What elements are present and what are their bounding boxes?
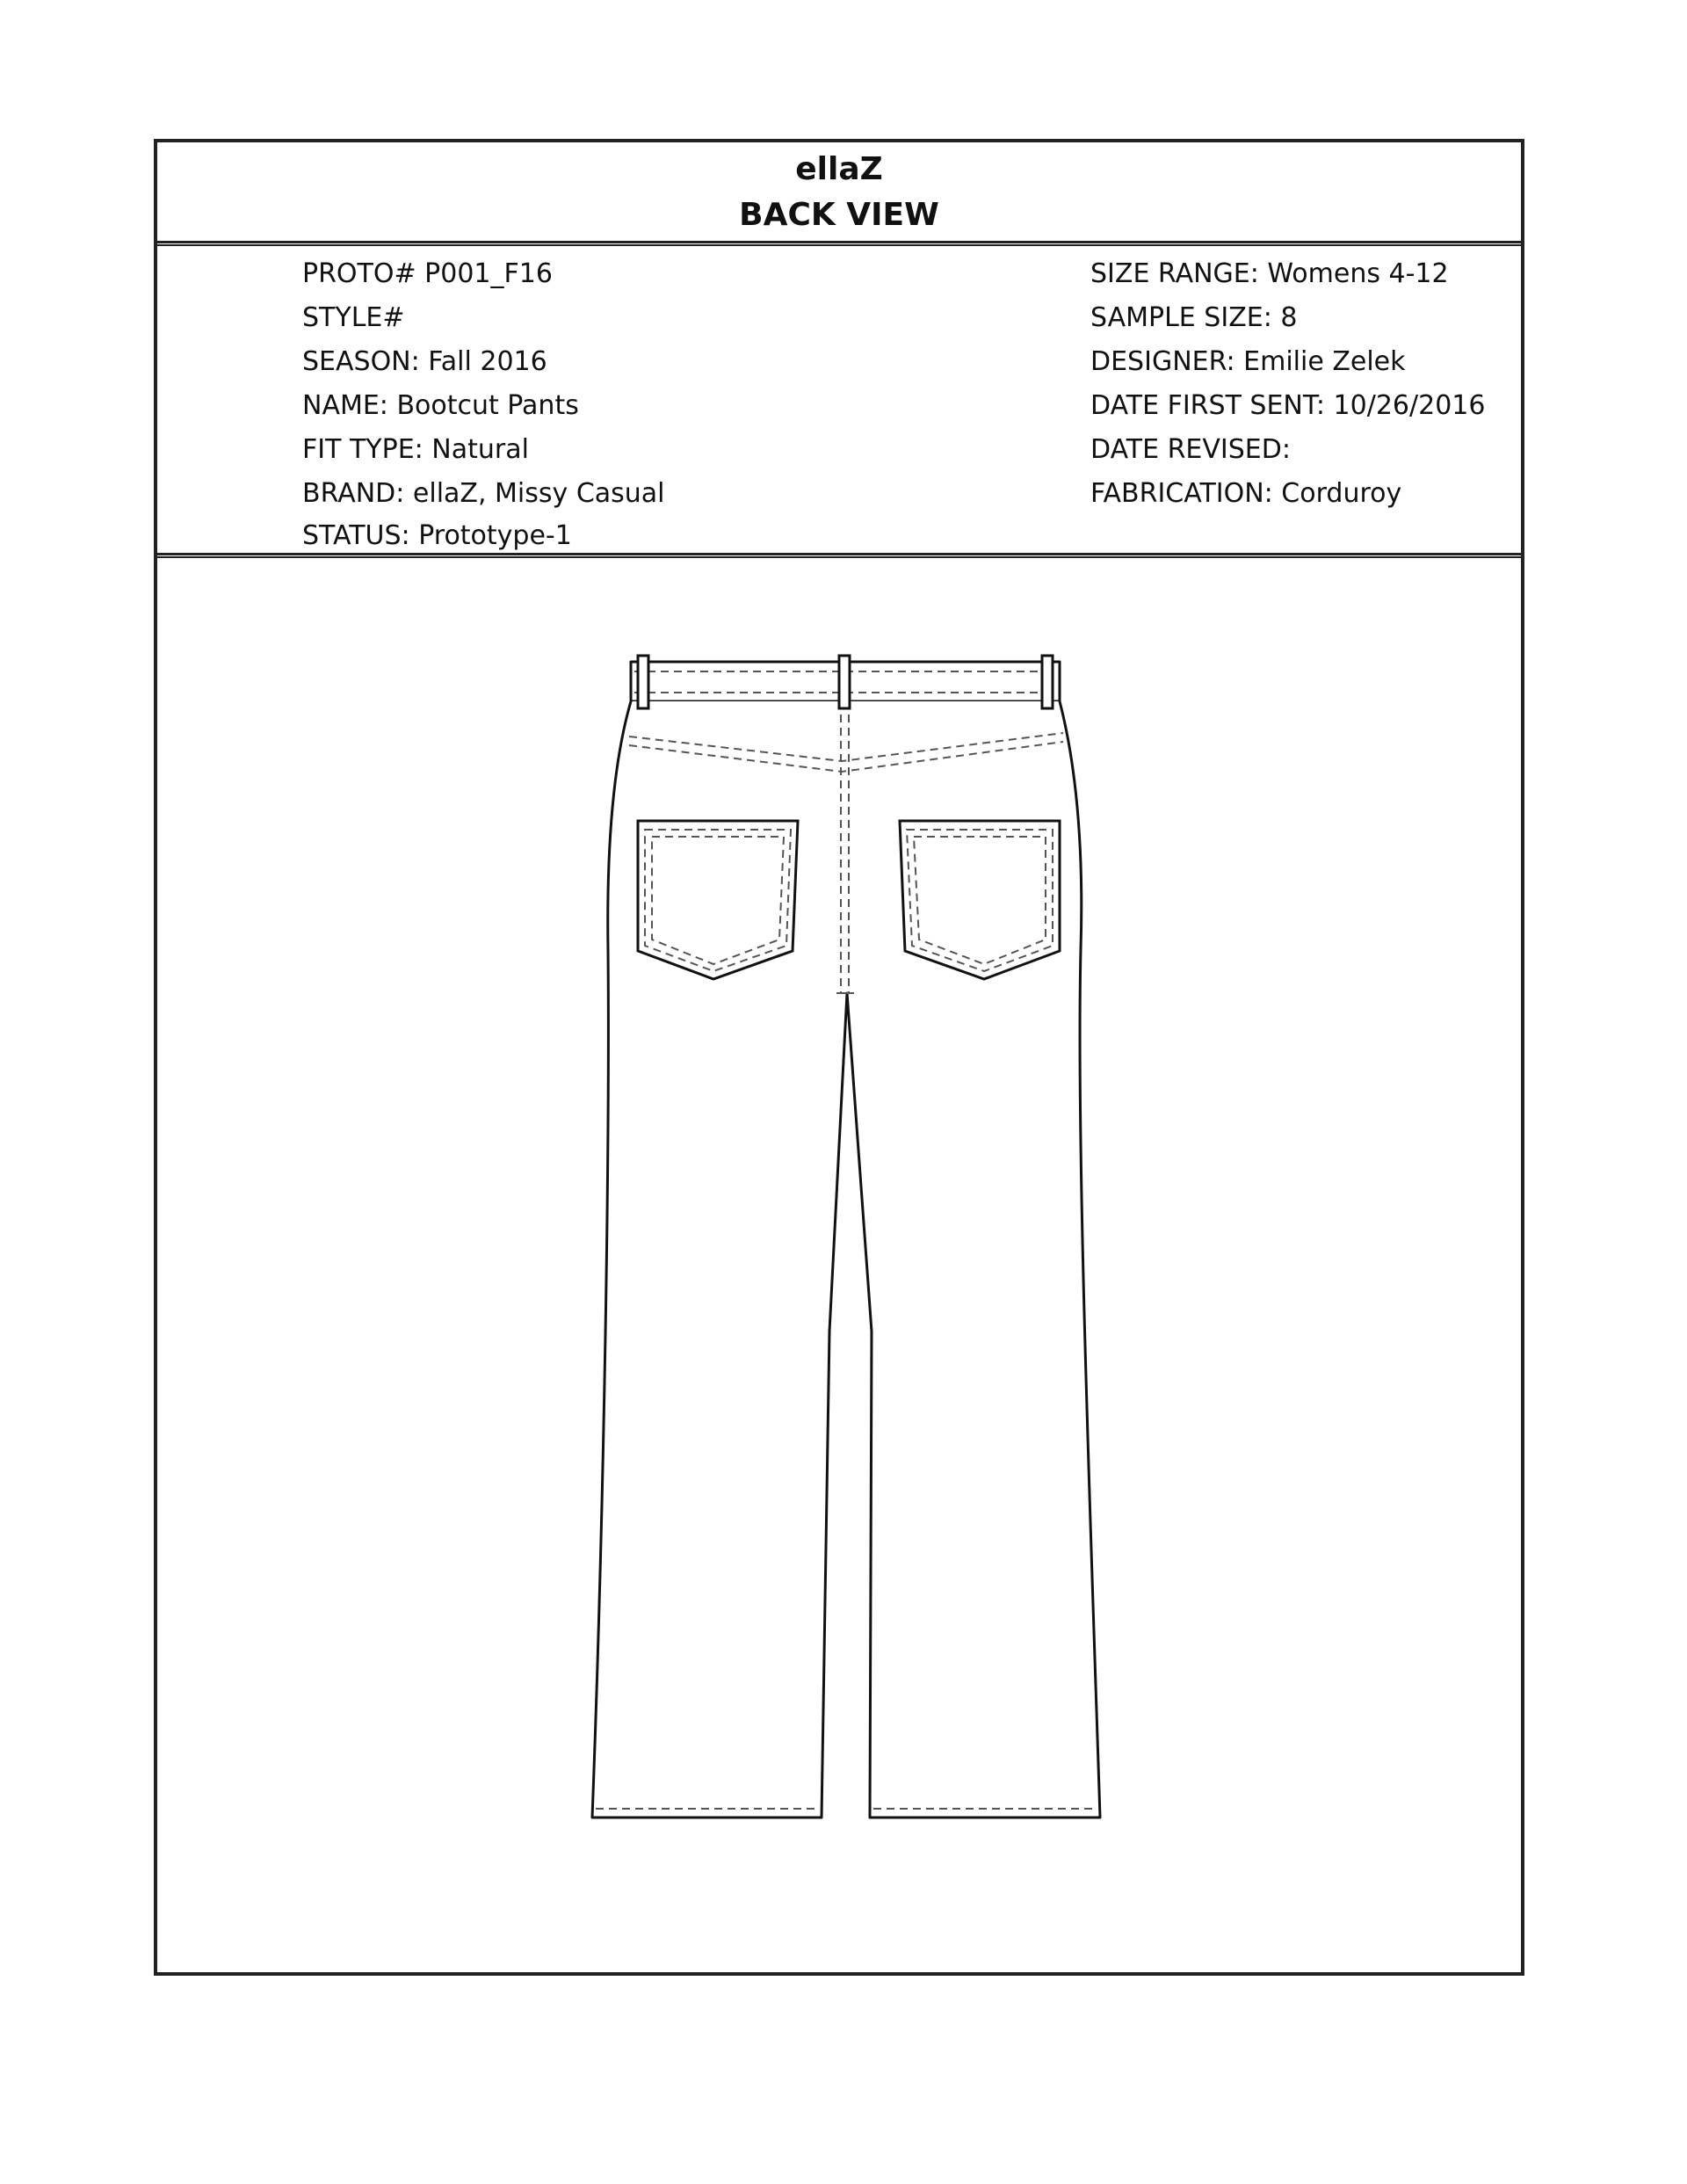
belt-loop bbox=[1042, 656, 1053, 708]
spec-style: STYLE# bbox=[302, 302, 405, 333]
spec-season: SEASON: Fall 2016 bbox=[302, 346, 547, 377]
spec-designer: DESIGNER: Emilie Zelek bbox=[1090, 346, 1406, 377]
spec-size-range: SIZE RANGE: Womens 4-12 bbox=[1090, 258, 1449, 289]
spec-name: NAME: Bootcut Pants bbox=[302, 390, 579, 421]
spec-brand: BRAND: ellaZ, Missy Casual bbox=[302, 478, 665, 509]
spec-sample-size: SAMPLE SIZE: 8 bbox=[1090, 302, 1298, 333]
spec-fit-type: FIT TYPE: Natural bbox=[302, 434, 529, 465]
back-pocket-right bbox=[900, 821, 1060, 979]
view-title: BACK VIEW bbox=[739, 197, 939, 233]
back-pocket-left bbox=[638, 821, 798, 979]
spec-date-revised: DATE REVISED: bbox=[1090, 434, 1291, 465]
belt-loop bbox=[638, 656, 648, 708]
spec-proto: PROTO# P001_F16 bbox=[302, 258, 553, 289]
spec-status: STATUS: Prototype-1 bbox=[302, 520, 572, 551]
belt-loop bbox=[839, 656, 850, 708]
spec-fabrication: FABRICATION: Corduroy bbox=[1090, 478, 1402, 509]
brand-title: ellaZ bbox=[795, 151, 883, 187]
spec-date-first-sent: DATE FIRST SENT: 10/26/2016 bbox=[1090, 390, 1486, 421]
